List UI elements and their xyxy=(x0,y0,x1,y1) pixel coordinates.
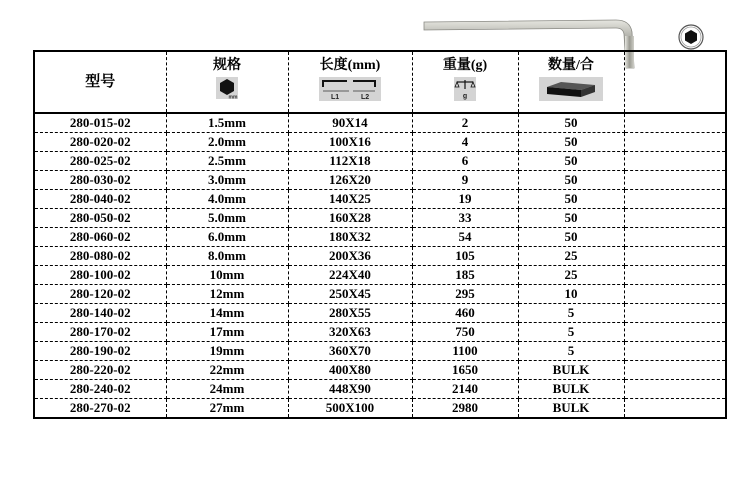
cell-weight: 6 xyxy=(412,152,518,171)
cell-size: 22mm xyxy=(166,361,288,380)
hex-end-icon xyxy=(678,24,704,50)
cell-blank xyxy=(624,266,726,285)
cell-size: 5.0mm xyxy=(166,209,288,228)
cell-model: 280-030-02 xyxy=(34,171,166,190)
cell-length: 500X100 xyxy=(288,399,412,419)
cell-size: 8.0mm xyxy=(166,247,288,266)
cell-blank xyxy=(624,247,726,266)
header-size-label: 规格 xyxy=(213,58,241,73)
cell-length: 320X63 xyxy=(288,323,412,342)
table-row xyxy=(34,342,726,361)
cell-qty: BULK xyxy=(518,399,624,419)
header-size xyxy=(166,51,288,113)
cell-blank xyxy=(624,361,726,380)
hex-socket-icon xyxy=(216,77,238,99)
table-row xyxy=(34,209,726,228)
table-body xyxy=(34,113,726,418)
cell-qty: 50 xyxy=(518,209,624,228)
cell-size: 1.5mm xyxy=(166,113,288,133)
svg-text:mm: mm xyxy=(228,94,238,99)
header-length-label: 长度(mm) xyxy=(319,58,381,73)
cell-blank xyxy=(624,304,726,323)
cell-model: 280-060-02 xyxy=(34,228,166,247)
cell-weight: 2 xyxy=(412,113,518,133)
cell-blank xyxy=(624,152,726,171)
header-row xyxy=(34,51,726,113)
cell-weight: 2980 xyxy=(412,399,518,419)
table-row xyxy=(34,133,726,152)
cell-blank xyxy=(624,133,726,152)
cell-qty: 50 xyxy=(518,133,624,152)
svg-text:g: g xyxy=(462,93,468,100)
cell-weight: 750 xyxy=(412,323,518,342)
cell-size: 19mm xyxy=(166,342,288,361)
cell-length: 200X36 xyxy=(288,247,412,266)
table-row xyxy=(34,113,726,133)
cell-size: 24mm xyxy=(166,380,288,399)
table-row xyxy=(34,152,726,171)
table-row xyxy=(34,323,726,342)
cell-length: 100X16 xyxy=(288,133,412,152)
cell-size: 4.0mm xyxy=(166,190,288,209)
cell-weight: 33 xyxy=(412,209,518,228)
cell-length: 112X18 xyxy=(288,152,412,171)
cell-model: 280-100-02 xyxy=(34,266,166,285)
svg-text:L1: L1 xyxy=(331,94,340,101)
cell-size: 10mm xyxy=(166,266,288,285)
svg-text:L2: L2 xyxy=(361,94,370,101)
table-row xyxy=(34,285,726,304)
table-row xyxy=(34,171,726,190)
header-blank xyxy=(624,51,726,113)
table-row xyxy=(34,399,726,419)
cell-model: 280-015-02 xyxy=(34,113,166,133)
cell-qty: 25 xyxy=(518,266,624,285)
cell-model: 280-220-02 xyxy=(34,361,166,380)
cell-model: 280-190-02 xyxy=(34,342,166,361)
cell-qty: 5 xyxy=(518,323,624,342)
cell-size: 3.0mm xyxy=(166,171,288,190)
cell-blank xyxy=(624,190,726,209)
cell-size: 12mm xyxy=(166,285,288,304)
cell-blank xyxy=(624,171,726,190)
cell-weight: 54 xyxy=(412,228,518,247)
header-quantity xyxy=(518,51,624,113)
cell-blank xyxy=(624,342,726,361)
cell-size: 6.0mm xyxy=(166,228,288,247)
cell-length: 160X28 xyxy=(288,209,412,228)
cell-length: 360X70 xyxy=(288,342,412,361)
cell-weight: 1650 xyxy=(412,361,518,380)
cell-weight: 19 xyxy=(412,190,518,209)
cell-qty: 50 xyxy=(518,113,624,133)
cell-length: 140X25 xyxy=(288,190,412,209)
cell-length: 448X90 xyxy=(288,380,412,399)
cell-length: 224X40 xyxy=(288,266,412,285)
table-row xyxy=(34,266,726,285)
cell-model: 280-170-02 xyxy=(34,323,166,342)
cell-qty: 5 xyxy=(518,342,624,361)
cell-qty: 5 xyxy=(518,304,624,323)
scale-icon xyxy=(454,77,476,101)
cell-blank xyxy=(624,228,726,247)
cell-qty: 50 xyxy=(518,190,624,209)
cell-size: 2.0mm xyxy=(166,133,288,152)
cell-model: 280-025-02 xyxy=(34,152,166,171)
spec-table xyxy=(33,50,727,419)
cell-blank xyxy=(624,323,726,342)
cell-weight: 295 xyxy=(412,285,518,304)
cell-qty: 50 xyxy=(518,152,624,171)
cell-size: 2.5mm xyxy=(166,152,288,171)
cell-blank xyxy=(624,113,726,133)
length-dimension-icon xyxy=(319,77,381,101)
cell-blank xyxy=(624,285,726,304)
cell-model: 280-080-02 xyxy=(34,247,166,266)
header-length xyxy=(288,51,412,113)
cell-length: 90X14 xyxy=(288,113,412,133)
cell-model: 280-020-02 xyxy=(34,133,166,152)
header-weight xyxy=(412,51,518,113)
cell-size: 27mm xyxy=(166,399,288,419)
table-row xyxy=(34,228,726,247)
table-row xyxy=(34,247,726,266)
cell-length: 280X55 xyxy=(288,304,412,323)
cell-model: 280-040-02 xyxy=(34,190,166,209)
cell-weight: 9 xyxy=(412,171,518,190)
cell-length: 250X45 xyxy=(288,285,412,304)
box-icon xyxy=(539,77,603,101)
cell-qty: BULK xyxy=(518,361,624,380)
cell-qty: BULK xyxy=(518,380,624,399)
cell-model: 280-240-02 xyxy=(34,380,166,399)
table-row xyxy=(34,361,726,380)
cell-blank xyxy=(624,209,726,228)
cell-model: 280-050-02 xyxy=(34,209,166,228)
cell-qty: 50 xyxy=(518,228,624,247)
header-model-label: 型号 xyxy=(85,74,116,90)
cell-model: 280-270-02 xyxy=(34,399,166,419)
cell-model: 280-140-02 xyxy=(34,304,166,323)
cell-weight: 105 xyxy=(412,247,518,266)
cell-qty: 25 xyxy=(518,247,624,266)
cell-length: 400X80 xyxy=(288,361,412,380)
cell-length: 180X32 xyxy=(288,228,412,247)
cell-blank xyxy=(624,399,726,419)
cell-weight: 4 xyxy=(412,133,518,152)
cell-qty: 50 xyxy=(518,171,624,190)
cell-blank xyxy=(624,380,726,399)
header-weight-label: 重量(g) xyxy=(442,58,488,73)
table-row xyxy=(34,380,726,399)
cell-weight: 185 xyxy=(412,266,518,285)
cell-size: 17mm xyxy=(166,323,288,342)
cell-weight: 2140 xyxy=(412,380,518,399)
cell-model: 280-120-02 xyxy=(34,285,166,304)
header-quantity-label: 数量/合 xyxy=(548,58,594,73)
cell-weight: 1100 xyxy=(412,342,518,361)
table-row xyxy=(34,190,726,209)
header-model xyxy=(34,51,166,113)
cell-length: 126X20 xyxy=(288,171,412,190)
table-row xyxy=(34,304,726,323)
cell-qty: 10 xyxy=(518,285,624,304)
cell-weight: 460 xyxy=(412,304,518,323)
cell-size: 14mm xyxy=(166,304,288,323)
